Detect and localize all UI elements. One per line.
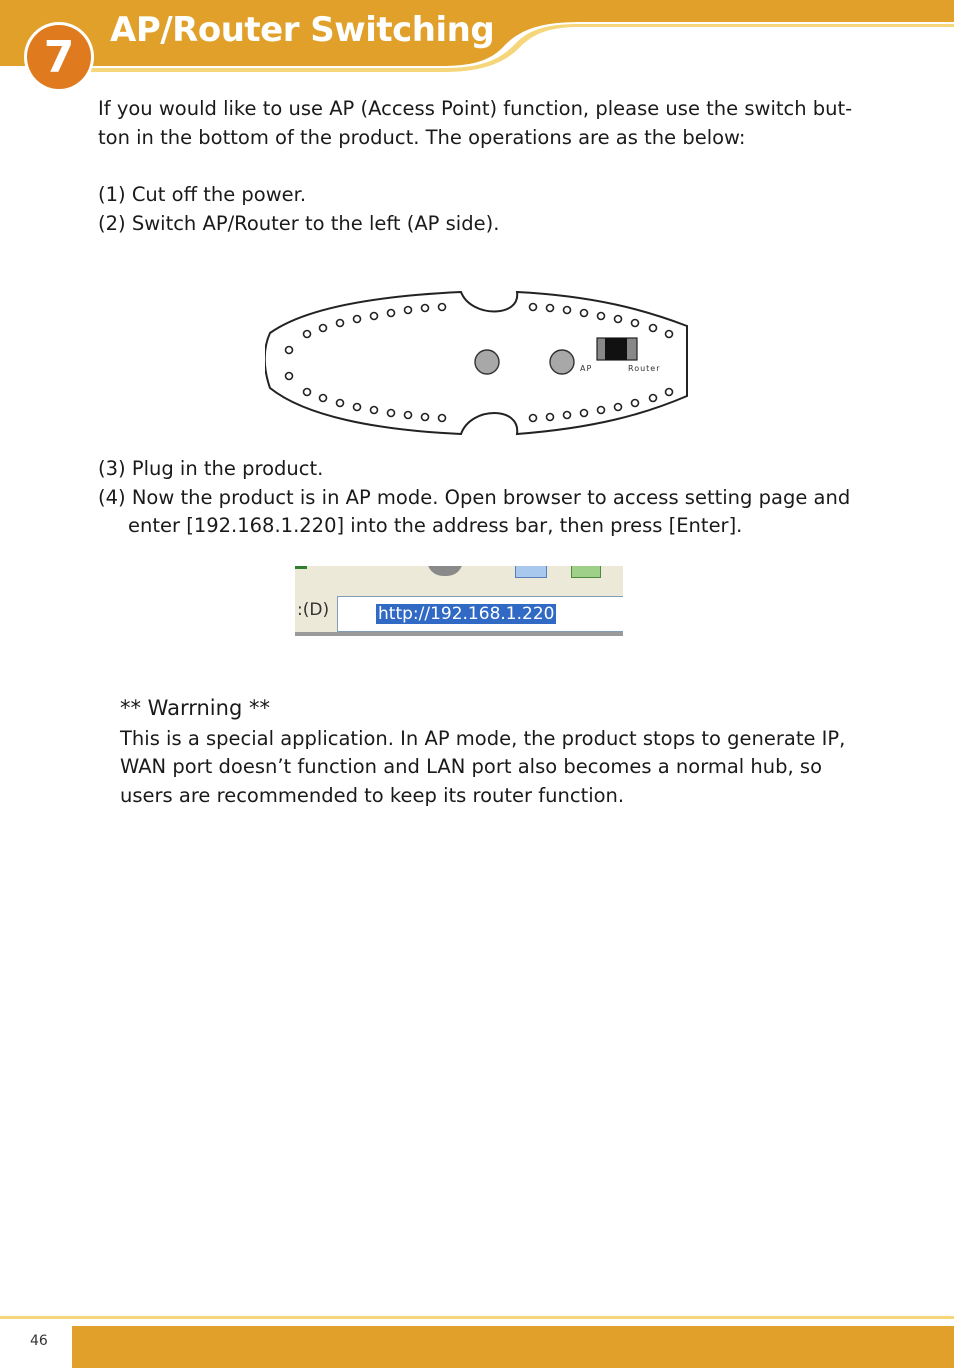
device-bottom-figure xyxy=(265,288,691,442)
warning-heading: ** Warrning ** xyxy=(120,696,270,720)
step-4-line-2: enter [192.168.1.220] into the address bar, then press [Enter]. xyxy=(128,514,743,537)
address-bar-border xyxy=(295,632,623,636)
step-3: (3) Plug in the product. xyxy=(98,457,324,480)
switch-label-router: Router xyxy=(628,364,661,373)
step-1: (1) Cut off the power. xyxy=(98,183,307,206)
step-2: (2) Switch AP/Router to the left (AP side). xyxy=(98,212,500,235)
stop-icon[interactable] xyxy=(427,566,463,576)
page-footer xyxy=(0,1316,954,1368)
window-icon[interactable] xyxy=(515,566,547,578)
chapter-number: 7 xyxy=(43,31,75,83)
device-outline xyxy=(265,288,691,438)
address-url[interactable]: http://192.168.1.220 xyxy=(378,604,555,624)
go-icon[interactable] xyxy=(571,566,601,578)
intro-line-2: ton in the bottom of the product. The operations are as the below: xyxy=(98,126,746,149)
step-4-line-1: (4) Now the product is in AP mode. Open browser to access setting page and xyxy=(98,486,851,509)
browser-toolbar xyxy=(295,566,623,596)
address-label: :(D) xyxy=(297,600,330,620)
warning-line-1: This is a special application. In AP mode, the product stops to generate IP, xyxy=(120,727,846,750)
browser-address-bar-screenshot xyxy=(295,566,623,636)
chapter-header xyxy=(0,0,954,95)
page-title: AP/Router Switching xyxy=(110,10,495,50)
intro-line-1: If you would like to use AP (Access Point) function, please use the switch but- xyxy=(98,97,853,120)
page-number: 46 xyxy=(30,1333,48,1349)
ap-router-switch xyxy=(597,338,637,360)
footer-band xyxy=(0,1326,954,1368)
reset-button xyxy=(475,350,499,374)
warning-line-2: WAN port doesn’t function and LAN port also becomes a normal hub, so xyxy=(120,755,823,778)
wps-button xyxy=(550,350,574,374)
warning-line-3: users are recommended to keep its router function. xyxy=(120,784,625,807)
address-input[interactable] xyxy=(337,596,623,632)
switch-label-ap: AP xyxy=(580,364,593,373)
